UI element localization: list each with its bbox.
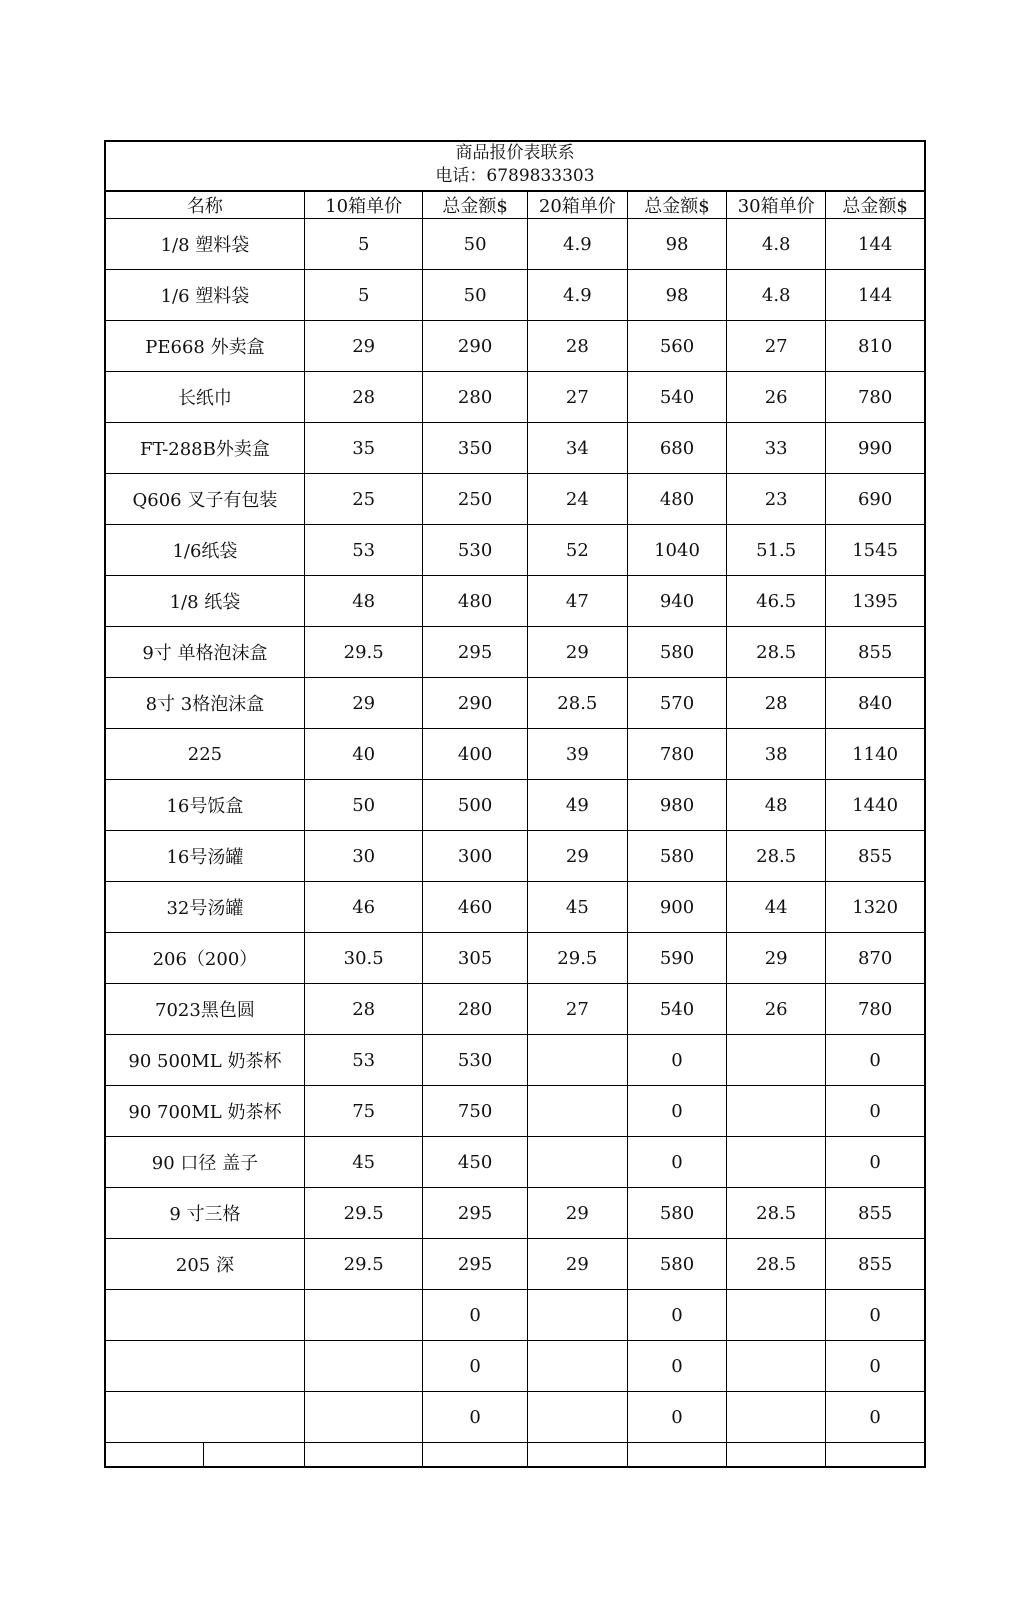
price-cell: 0 xyxy=(826,1035,925,1086)
price-cell: 1395 xyxy=(826,576,925,627)
price-cell: 590 xyxy=(627,933,726,984)
price-cell xyxy=(727,1392,826,1443)
table-row xyxy=(105,627,925,678)
price-cell: 840 xyxy=(826,678,925,729)
product-name-cell: 1/6 塑料袋 xyxy=(105,270,304,321)
price-cell xyxy=(527,1035,627,1086)
price-cell: 29 xyxy=(527,1239,627,1290)
price-cell: 28.5 xyxy=(727,831,826,882)
price-cell: 26 xyxy=(727,372,826,423)
product-name-cell: 7023黑色圆 xyxy=(105,984,304,1035)
price-cell: 1140 xyxy=(826,729,925,780)
product-name-cell: 1/8 塑料袋 xyxy=(105,219,304,270)
price-cell: 280 xyxy=(423,984,527,1035)
price-cell xyxy=(527,1341,627,1392)
table-row xyxy=(105,1086,925,1137)
price-cell: 46 xyxy=(304,882,423,933)
price-cell: 1040 xyxy=(627,525,726,576)
price-cell: 855 xyxy=(826,1188,925,1239)
price-cell: 29.5 xyxy=(527,933,627,984)
price-cell: 38 xyxy=(727,729,826,780)
column-header: 30箱单价 xyxy=(727,192,826,219)
price-cell: 580 xyxy=(627,627,726,678)
product-name-cell xyxy=(105,1341,304,1392)
price-cell: 4.9 xyxy=(527,219,627,270)
price-cell: 580 xyxy=(627,1239,726,1290)
table-row xyxy=(105,576,925,627)
sheet-title: 商品报价表联系 xyxy=(455,143,575,163)
table-row xyxy=(105,321,925,372)
empty-cell xyxy=(627,1443,726,1468)
price-cell: 810 xyxy=(826,321,925,372)
column-header: 总金额$ xyxy=(423,192,527,219)
product-name-cell: 205 深 xyxy=(105,1239,304,1290)
price-cell: 0 xyxy=(627,1035,726,1086)
contact-phone: 电话：6789833303 xyxy=(435,166,595,186)
table-row xyxy=(105,1188,925,1239)
price-cell: 28.5 xyxy=(727,1239,826,1290)
product-name-cell: Q606 叉子有包装 xyxy=(105,474,304,525)
header-row xyxy=(105,192,925,219)
price-cell: 690 xyxy=(826,474,925,525)
price-cell: 4.9 xyxy=(527,270,627,321)
price-cell: 29 xyxy=(527,831,627,882)
price-cell: 0 xyxy=(627,1137,726,1188)
price-cell: 900 xyxy=(627,882,726,933)
price-cell: 5 xyxy=(304,219,423,270)
price-cell: 540 xyxy=(627,372,726,423)
price-cell: 50 xyxy=(423,270,527,321)
price-cell: 28.5 xyxy=(727,627,826,678)
price-cell: 28 xyxy=(727,678,826,729)
table-row xyxy=(105,831,925,882)
product-name-cell: 1/8 纸袋 xyxy=(105,576,304,627)
price-cell: 30.5 xyxy=(304,933,423,984)
empty-cell xyxy=(826,1443,925,1468)
price-cell: 47 xyxy=(527,576,627,627)
price-cell: 780 xyxy=(826,372,925,423)
price-cell xyxy=(727,1035,826,1086)
price-cell: 750 xyxy=(423,1086,527,1137)
price-cell: 24 xyxy=(527,474,627,525)
price-cell: 1440 xyxy=(826,780,925,831)
price-cell: 350 xyxy=(423,423,527,474)
empty-cell xyxy=(423,1443,527,1468)
price-cell: 25 xyxy=(304,474,423,525)
price-cell: 305 xyxy=(423,933,527,984)
price-cell: 855 xyxy=(826,627,925,678)
price-cell: 940 xyxy=(627,576,726,627)
price-table-body xyxy=(105,192,925,1468)
empty-cell xyxy=(304,1443,423,1468)
price-cell xyxy=(727,1290,826,1341)
price-cell: 28 xyxy=(304,984,423,1035)
price-cell: 980 xyxy=(627,780,726,831)
price-cell xyxy=(304,1290,423,1341)
price-table xyxy=(104,191,926,1468)
price-cell xyxy=(727,1341,826,1392)
product-name-cell: 32号汤罐 xyxy=(105,882,304,933)
price-cell: 460 xyxy=(423,882,527,933)
price-cell xyxy=(304,1392,423,1443)
price-cell: 1320 xyxy=(826,882,925,933)
price-cell: 0 xyxy=(826,1341,925,1392)
table-row xyxy=(105,1137,925,1188)
price-cell: 23 xyxy=(727,474,826,525)
price-cell: 0 xyxy=(826,1392,925,1443)
price-sheet xyxy=(104,140,926,1468)
price-cell: 500 xyxy=(423,780,527,831)
product-name-cell: 长纸巾 xyxy=(105,372,304,423)
price-cell: 250 xyxy=(423,474,527,525)
price-cell: 290 xyxy=(423,678,527,729)
price-cell: 29.5 xyxy=(304,1188,423,1239)
price-cell: 75 xyxy=(304,1086,423,1137)
price-cell: 280 xyxy=(423,372,527,423)
price-cell: 98 xyxy=(627,270,726,321)
price-cell: 49 xyxy=(527,780,627,831)
price-cell xyxy=(727,1137,826,1188)
price-cell: 52 xyxy=(527,525,627,576)
column-header: 总金额$ xyxy=(826,192,925,219)
price-cell: 0 xyxy=(627,1341,726,1392)
price-cell xyxy=(527,1137,627,1188)
price-cell xyxy=(304,1341,423,1392)
price-cell: 144 xyxy=(826,270,925,321)
price-cell: 0 xyxy=(423,1290,527,1341)
price-cell: 570 xyxy=(627,678,726,729)
price-cell: 53 xyxy=(304,1035,423,1086)
price-cell: 50 xyxy=(304,780,423,831)
price-cell: 0 xyxy=(826,1137,925,1188)
price-cell: 530 xyxy=(423,1035,527,1086)
table-row xyxy=(105,984,925,1035)
price-cell: 98 xyxy=(627,219,726,270)
price-cell: 0 xyxy=(423,1341,527,1392)
price-cell: 48 xyxy=(304,576,423,627)
price-cell: 27 xyxy=(527,984,627,1035)
price-cell: 34 xyxy=(527,423,627,474)
price-cell: 29.5 xyxy=(304,1239,423,1290)
product-name-cell: PE668 外卖盒 xyxy=(105,321,304,372)
table-row xyxy=(105,474,925,525)
price-cell: 53 xyxy=(304,525,423,576)
product-name-cell: 206（200） xyxy=(105,933,304,984)
table-row xyxy=(105,525,925,576)
price-cell: 295 xyxy=(423,1188,527,1239)
price-cell: 29.5 xyxy=(304,627,423,678)
price-cell: 30 xyxy=(304,831,423,882)
price-cell: 5 xyxy=(304,270,423,321)
price-cell: 400 xyxy=(423,729,527,780)
table-row xyxy=(105,1035,925,1086)
price-cell: 560 xyxy=(627,321,726,372)
table-row xyxy=(105,729,925,780)
price-cell: 0 xyxy=(826,1086,925,1137)
product-name-cell: 90 500ML 奶茶杯 xyxy=(105,1035,304,1086)
price-cell: 48 xyxy=(727,780,826,831)
price-cell: 40 xyxy=(304,729,423,780)
product-name-cell xyxy=(105,1392,304,1443)
product-name-cell: 225 xyxy=(105,729,304,780)
price-cell: 540 xyxy=(627,984,726,1035)
price-cell: 4.8 xyxy=(727,270,826,321)
price-cell xyxy=(527,1290,627,1341)
empty-cell xyxy=(527,1443,627,1468)
price-cell: 680 xyxy=(627,423,726,474)
price-cell: 33 xyxy=(727,423,826,474)
price-cell: 855 xyxy=(826,1239,925,1290)
table-row xyxy=(105,678,925,729)
product-name-cell: 16号汤罐 xyxy=(105,831,304,882)
price-cell: 780 xyxy=(826,984,925,1035)
empty-cell xyxy=(727,1443,826,1468)
price-cell: 295 xyxy=(423,627,527,678)
price-cell: 35 xyxy=(304,423,423,474)
price-cell: 46.5 xyxy=(727,576,826,627)
product-name-cell: 9 寸三格 xyxy=(105,1188,304,1239)
price-cell: 26 xyxy=(727,984,826,1035)
price-cell: 50 xyxy=(423,219,527,270)
empty-cell-split xyxy=(105,1443,304,1468)
price-cell: 27 xyxy=(727,321,826,372)
table-row xyxy=(105,219,925,270)
price-cell: 0 xyxy=(627,1086,726,1137)
column-header: 10箱单价 xyxy=(304,192,423,219)
price-cell: 28.5 xyxy=(727,1188,826,1239)
table-row xyxy=(105,270,925,321)
column-header: 20箱单价 xyxy=(527,192,627,219)
empty-footer-row xyxy=(105,1443,925,1468)
price-cell: 29 xyxy=(727,933,826,984)
price-cell: 29 xyxy=(527,1188,627,1239)
price-cell: 29 xyxy=(304,321,423,372)
table-row xyxy=(105,423,925,474)
table-row xyxy=(105,882,925,933)
price-cell: 295 xyxy=(423,1239,527,1290)
price-cell: 450 xyxy=(423,1137,527,1188)
price-cell: 580 xyxy=(627,831,726,882)
price-cell: 29 xyxy=(304,678,423,729)
column-header: 名称 xyxy=(105,192,304,219)
product-name-cell xyxy=(105,1290,304,1341)
table-row xyxy=(105,1239,925,1290)
product-name-cell: FT-288B外卖盒 xyxy=(105,423,304,474)
price-cell: 39 xyxy=(527,729,627,780)
price-cell: 27 xyxy=(527,372,627,423)
price-cell: 144 xyxy=(826,219,925,270)
price-cell: 580 xyxy=(627,1188,726,1239)
product-name-cell: 1/6纸袋 xyxy=(105,525,304,576)
price-cell: 855 xyxy=(826,831,925,882)
price-cell: 28.5 xyxy=(527,678,627,729)
table-row xyxy=(105,1290,925,1341)
table-row xyxy=(105,1392,925,1443)
price-cell: 480 xyxy=(423,576,527,627)
table-row xyxy=(105,1341,925,1392)
price-cell: 0 xyxy=(423,1392,527,1443)
price-cell: 4.8 xyxy=(727,219,826,270)
price-cell: 990 xyxy=(826,423,925,474)
product-name-cell: 9寸 单格泡沫盒 xyxy=(105,627,304,678)
product-name-cell: 8寸 3格泡沫盒 xyxy=(105,678,304,729)
product-name-cell: 90 700ML 奶茶杯 xyxy=(105,1086,304,1137)
product-name-cell: 90 口径 盖子 xyxy=(105,1137,304,1188)
price-cell: 870 xyxy=(826,933,925,984)
price-cell: 0 xyxy=(826,1290,925,1341)
price-cell: 1545 xyxy=(826,525,925,576)
price-cell: 480 xyxy=(627,474,726,525)
price-cell: 530 xyxy=(423,525,527,576)
table-row xyxy=(105,933,925,984)
price-cell: 45 xyxy=(304,1137,423,1188)
price-cell: 45 xyxy=(527,882,627,933)
price-cell: 0 xyxy=(627,1392,726,1443)
table-row xyxy=(105,780,925,831)
price-cell xyxy=(727,1086,826,1137)
price-cell: 28 xyxy=(527,321,627,372)
price-cell: 300 xyxy=(423,831,527,882)
column-header: 总金额$ xyxy=(627,192,726,219)
price-cell xyxy=(527,1086,627,1137)
price-cell: 44 xyxy=(727,882,826,933)
table-row xyxy=(105,372,925,423)
price-cell: 51.5 xyxy=(727,525,826,576)
price-cell xyxy=(527,1392,627,1443)
sheet-title-block xyxy=(104,140,926,191)
price-cell: 29 xyxy=(527,627,627,678)
price-cell: 28 xyxy=(304,372,423,423)
price-cell: 290 xyxy=(423,321,527,372)
product-name-cell: 16号饭盒 xyxy=(105,780,304,831)
price-cell: 780 xyxy=(627,729,726,780)
price-cell: 0 xyxy=(627,1290,726,1341)
